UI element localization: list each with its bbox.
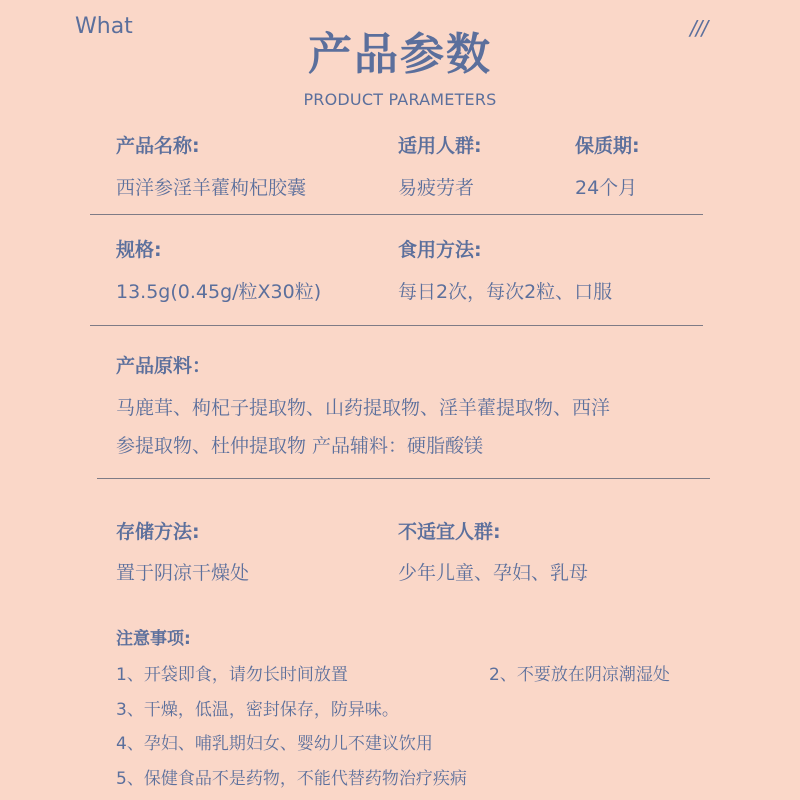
divider-1 [90, 214, 703, 215]
notes-title: 注意事项: [116, 629, 191, 649]
shelf-life-value: 24个月 [575, 177, 638, 199]
spec-label: 规格: [116, 239, 162, 261]
note-item: 2、不要放在阴凉潮湿处 [489, 665, 670, 685]
unsuitable-crowd-value: 少年儿童、孕妇、乳母 [398, 562, 589, 584]
target-crowd-label: 适用人群: [398, 135, 482, 157]
product-name-value: 西洋参淫羊藿枸杞胶囊 [116, 177, 307, 199]
note-item: 1、开袋即食，请勿长时间放置 [116, 665, 348, 685]
ingredients-label: 产品原料： [116, 355, 212, 377]
usage-value: 每日2次，每次2粒、口服 [398, 281, 613, 303]
what-label: What [75, 14, 133, 39]
note-item: 5、保健食品不是药物，不能代替药物治疗疾病 [116, 769, 467, 789]
note-item: 4、孕妇、哺乳期妇女、婴幼儿不建议饮用 [116, 734, 433, 754]
storage-label: 存储方法: [116, 521, 200, 543]
decorative-slashes: /// [690, 16, 708, 40]
note-item: 3、干燥，低温，密封保存，防异味。 [116, 700, 399, 720]
usage-label: 食用方法: [398, 239, 482, 261]
target-crowd-value: 易疲劳者 [398, 177, 475, 199]
divider-2 [90, 325, 703, 326]
shelf-life-label: 保质期: [575, 135, 640, 157]
unsuitable-crowd-label: 不适宜人群: [398, 521, 501, 543]
ingredients-line-1: 马鹿茸、枸杞子提取物、山药提取物、淫羊藿提取物、西洋 [116, 397, 611, 419]
page-subtitle: PRODUCT PARAMETERS [303, 90, 497, 109]
divider-3 [97, 478, 710, 479]
spec-value: 13.5g(0.45g/粒X30粒) [116, 281, 322, 303]
ingredients-line-2: 参提取物、杜仲提取物 产品辅料：硬脂酸镁 [116, 435, 484, 457]
page-title: 产品参数 [308, 29, 492, 80]
product-name-label: 产品名称: [116, 135, 200, 157]
storage-value: 置于阴凉干燥处 [116, 562, 250, 584]
